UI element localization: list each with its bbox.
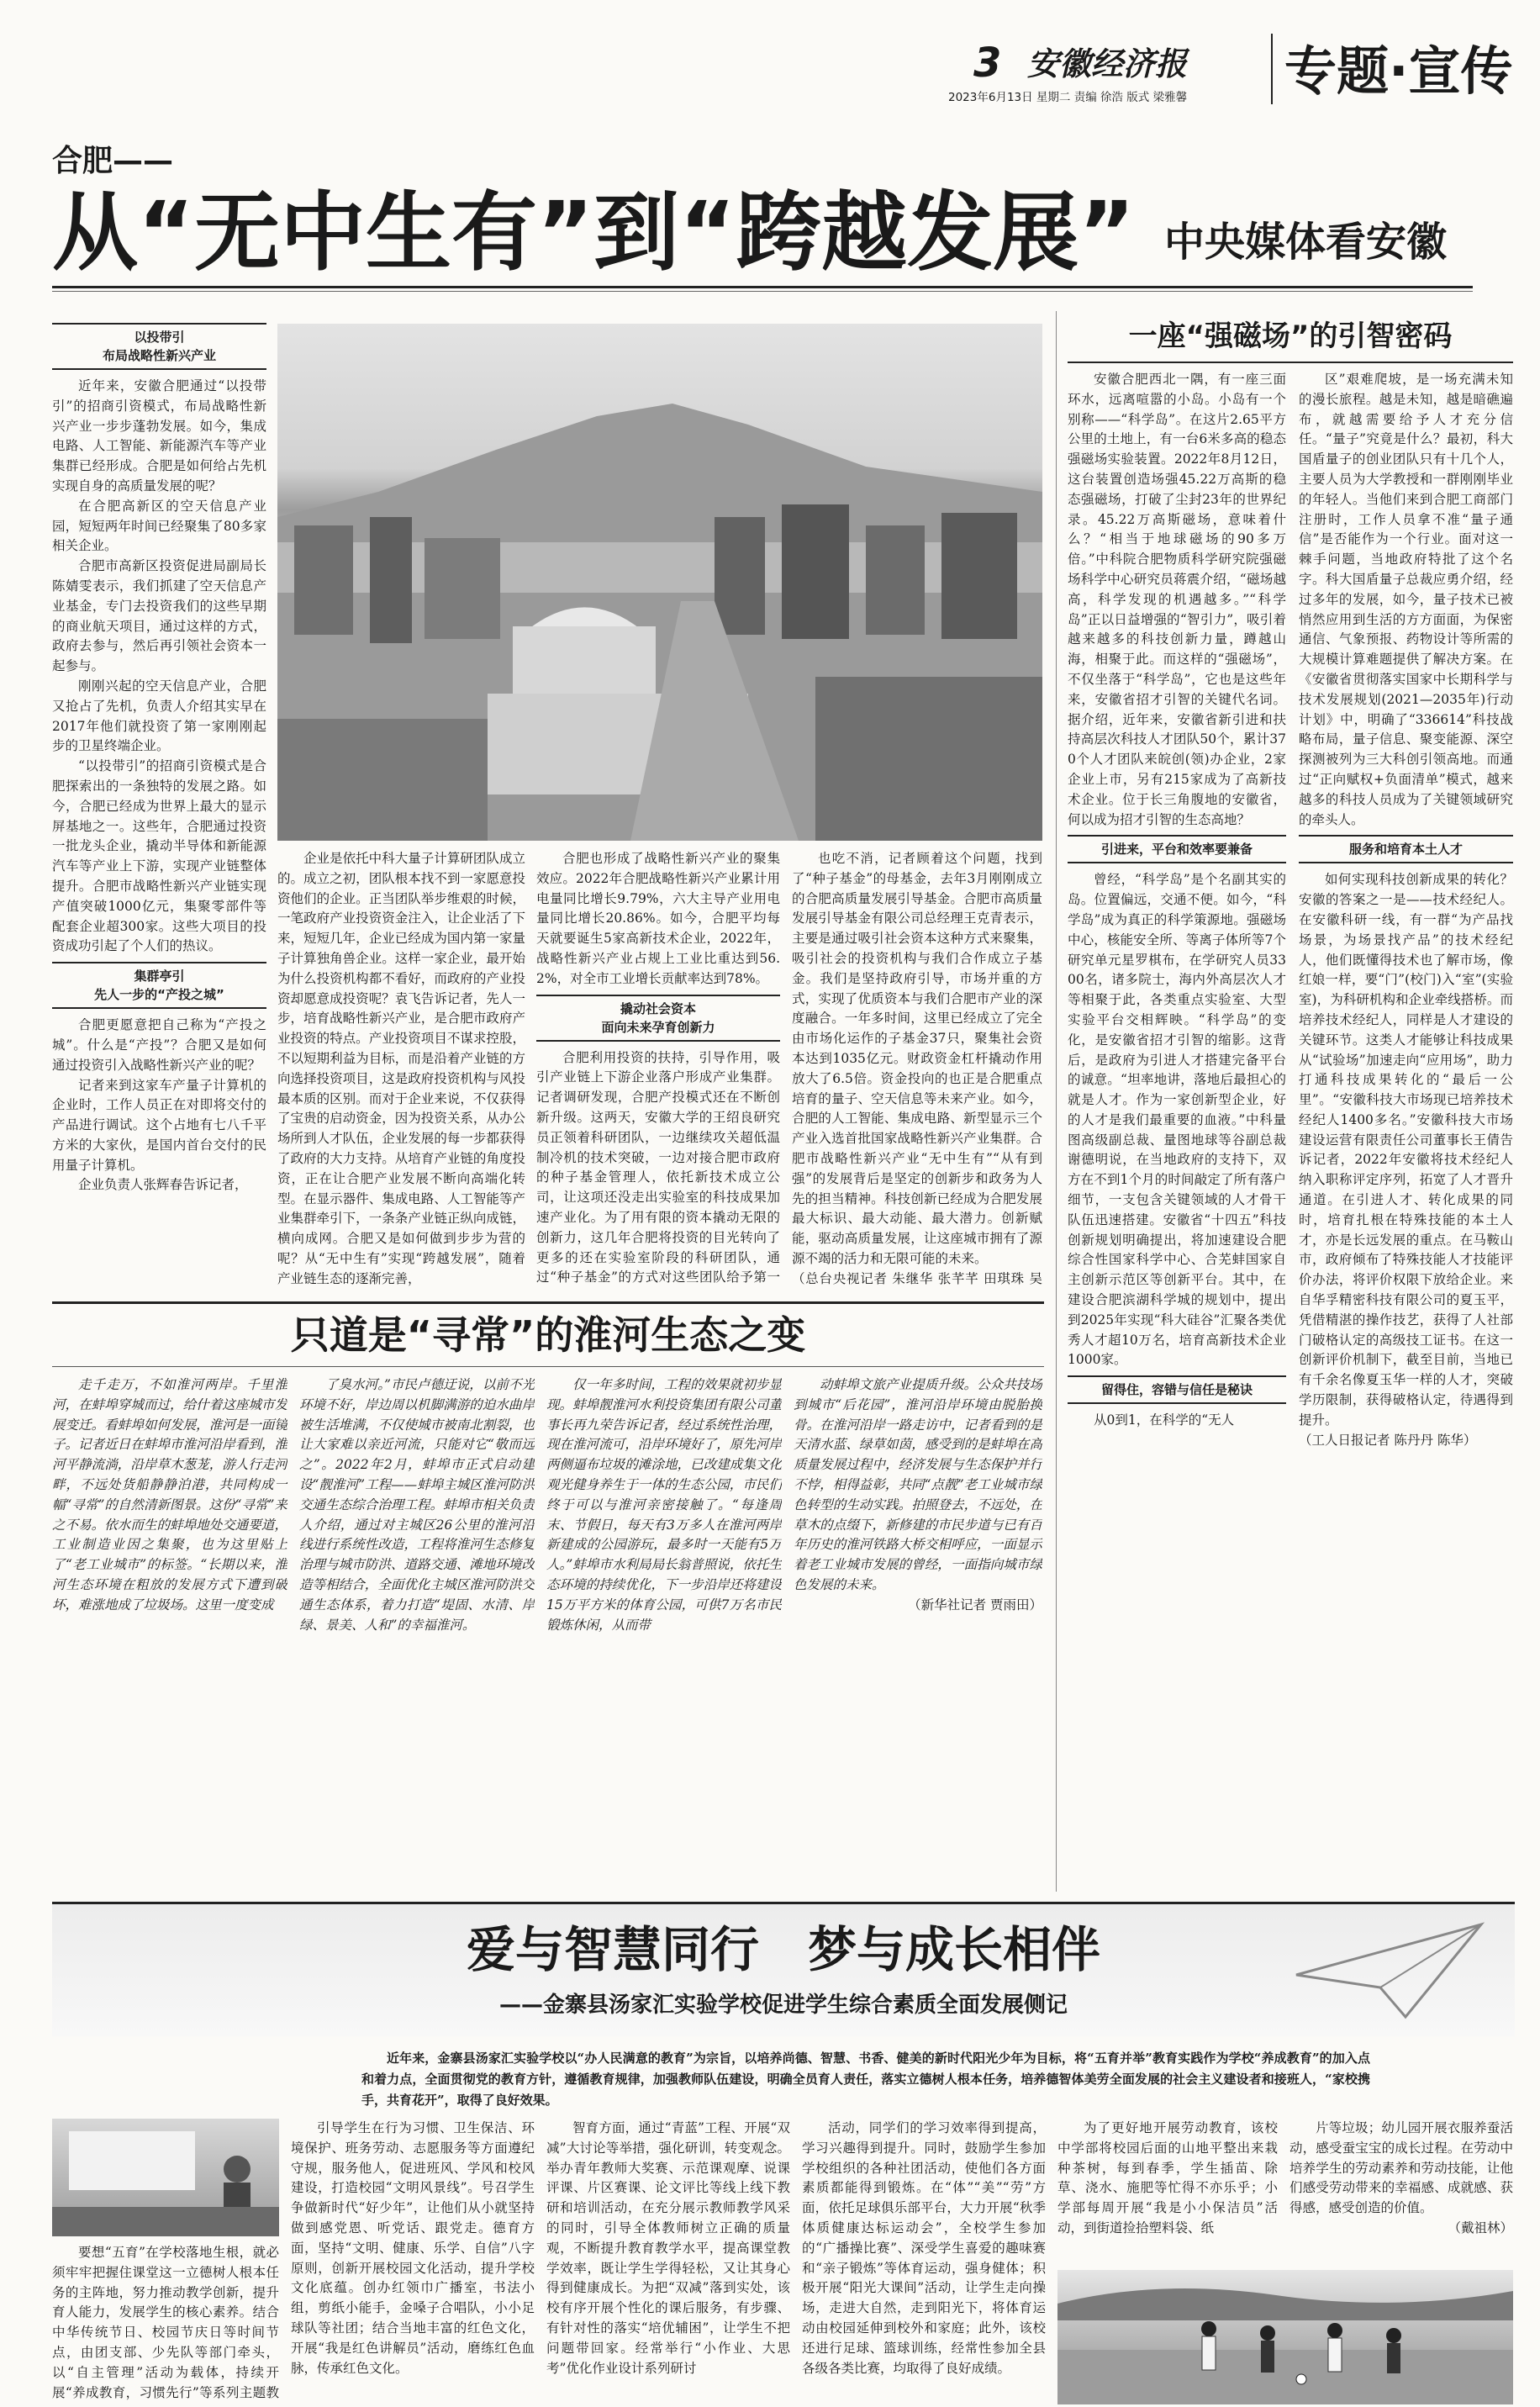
huai-column-4 <box>794 1375 1042 1888</box>
skyline-illustration <box>277 324 1042 841</box>
huai-column-1 <box>52 1375 287 1888</box>
edu-column-6 <box>1289 2119 1513 2262</box>
paragraph: 动蚌埠文旅产业提质升级。公众共技场到城市“后花园”，淮河沿岸环境由脱胎换骨。在淮河沿岸一路走访中，记者看到的是天清水蓝、绿草如茵，感受到的是蚌埠在高质量发展过程中，经济发展与生态保护并行不悖，相得益彰，共同“点靓”老工业城市绿色转型的生动实践。拍照登去，不远处，在草木的点缀下，新修建的市民步道与已有百年历史的淮河铁路大桥交相呼应，一面显示着老工业城市发展的曾经，一面指向城市绿色发展的未来。 <box>794 1377 1042 1592</box>
paragraph: 也吃不消，记者顾着这个问题，找到了“种子基金”的母基金，去年3月刚刚成立的合肥高质量发展引导基金。合肥市高质量发展引导基金有限公司总经理王克青表示，主要是通过吸引社会资本这种方式来聚集，吸引社会的投资机构与我们合作成立子基金。我们是坚持政府引导，市场并重的方式，实现了优质资本与我们合肥市产业的深度融合。一年多时间，这里已经成立了完全由市场化运作的子基金37只，聚集社会资本达到1035亿元。财政资金杠杆撬动作用放大了6.5倍。资金投向的也正是合肥重点培育的量子、空天信息等未来产业。如今，合肥的人工智能、集成电路、新型显示三个产业入选首批国家战略性新兴产业集群。合肥市战略性新兴产业“无中生有”“从有到强”的发展背后是坚定的创新步和政务为人先的担当精神。科技创新已经成为合肥发展最大标识、最大动能、最大潜力。创新赋能，驱动高质量发展，让这座城市拥有了源源不竭的活力和无限可能的未来。 <box>792 851 1042 1266</box>
edu-banner <box>52 1902 1515 2036</box>
edu-column-5 <box>1057 2119 1278 2262</box>
magnet-column-1 <box>1068 370 1286 1883</box>
paragraph: 安徽合肥西北一隅，有一座三面环水，远离喧嚣的小岛。小岛有一个别称——“科学岛”。在这片2.65平方公里的土地上，有一台6米多高的稳态强磁场实验装置。2022年8月12日，这台装置创造场强45.22万高斯的稳态强磁场，打破了尘封23年的世界纪录。45.22万高斯磁场，意味着什么？“相当于地球磁场的90多万倍。”中科院合肥物质科学研究院强磁场科学中心研究员蒋震介绍，“磁场越高，科学发现的机遇越多。”“科学岛”正以日益增强的“智引力”，吸引着越来越多的科技创新力量，蹲越山海，相聚于此。而这样的“强磁场”，不仅坐落于“科学岛”，它也是这些年来，安徽省招才引智的关键代名词。据介绍，近年来，安徽省新引进和扶持高层次科技人才团队50个，累计370个人才团队来皖创(领)办企业，2家企业上市，另有215家成为了高新技术企业。位于长三角腹地的安徽省，何以成为招才引智的生态高地？ <box>1068 372 1286 827</box>
paragraph: “以投带引”的招商引资模式是合肥探索出的一条独特的发展之路。如今，合肥已经成为世界上最大的显示屏基地之一。这些年，合肥通过投资一批龙头企业，撬动半导体和新能源汽车等产业上下游，实现产业链整体提升。合肥市战略性新兴产业链实现产值突破1000亿元，集聚零部件等配套企业超300家。这些大项目的投资成功引起了个人们的热议。 <box>52 758 266 954</box>
masthead <box>925 0 1540 108</box>
paragraph: 引导学生在行为习惯、卫生保洁、环境保护、班务劳动、志愿服务等方面遵纪守规，服务他人，促进班风、学风和校风建设，打造校园“文明风景线”。号召学生争做新时代“好少年”，让他们从小就坚持做到感党恩、听党话、跟党走。德育方面，坚持“文明、健康、乐学、自信”八字原则，创新开展校园文化活动，提升学校文化底蕴。创办红领巾广播室，书法小组，剪纸小能手，金嗓子合唱队，小小足球队等社团；结合当地丰富的红色文化，开展“我是红色讲解员”活动，磨练红色血脉，传承红色文化。 <box>291 2120 535 2376</box>
paragraph: 刚刚兴起的空天信息产业，合肥又抢占了先机，负责人介绍其实早在2017年他们就投资了第一家刚刚起步的卫星终端企业。 <box>52 678 266 754</box>
headline-rule-thin <box>52 291 1473 292</box>
paragraph: 从0到1，在科学的“无人 <box>1094 1412 1235 1428</box>
headline-rule <box>52 286 1473 288</box>
brand-text: 中央媒体看安徽 <box>1164 219 1448 266</box>
paragraph: 区”艰难爬坡，是一场充满未知的漫长旅程。越是未知，越是暗礁遍布，就越需要给予人才充分信任。“量子”究竟是什么？最初，科大国盾量子的创业团队只有十几个人，主要人员为大学教授和一群刚刚毕业的年轻人。当他们来到合肥工商部门注册时，工作人员拿不准“量子通信”是否能作为一个行业。面对这一棘手问题，当地政府特批了这个名字。科大国盾量子总裁应勇介绍，经过多年的发展，如今，量子技术已被悄然应用到生活的方方面面，为保密通信、气象预报、药物设计等所需的大规模计算难题提供了解决方案。在《安徽省贯彻落实国家中长期科学与技术发展规划(2021—2035年)行动计划》中，明确了“336614”科技战略布局，量子信息、聚变能源、深空探测被列为三大科创引领高地。而通过“正向赋权+负面清单”模式，越来越多的科技人员成为了关键领域研究的牵头人。 <box>1299 372 1513 827</box>
byline: （工人日报记者 陈丹丹 陈华） <box>1299 1432 1477 1448</box>
lead-column-3 <box>536 849 780 1286</box>
paragraph: 片等垃圾；幼儿园开展衣服养蚕活动，感受蚕宝宝的成长过程。在劳动中培养学生的劳动素养和劳动技能，让他们感受劳动带来的幸福感、成就感、获得感，感受创造的价值。 <box>1289 2120 1513 2216</box>
edu-title: 爱与智慧同行 梦与成长相伴 <box>466 1921 1100 1978</box>
paragraph: 合肥更愿意把自己称为“产投之城”。什么是“产投”？合肥又是如何通过投资引入战略性新兴产业的呢？ <box>52 1017 266 1073</box>
masthead-divider <box>1271 34 1273 104</box>
byline: （戴祖林） <box>1448 2220 1513 2235</box>
lead-title: 从“无中生有”到“跨越发展” <box>52 183 1136 283</box>
paragraph: 仅一年多时间，工程的效果就初步显现。蚌埠靓淮河水利投资集团有限公司董事长再九荣告诉记者，经过系统性治理，现在淮河流可，沿岸环境好了，原先河岸两侧逼布垃圾的滩涂地，已改建成集文化观光健身养生于一体的生态公园，市民们终于可以与淮河亲密接触了。“每逢周末、节假日，每天有3万多人在淮河两岸新建成的公园游玩，最多时一天能有5万人。”蚌埠市水利局局长翁普照说，依托生态环境的持续优化，下一步沿岸还将建设15万平方米的体育公园，可供7万名市民锻炼休闲，从而带 <box>546 1377 782 1633</box>
paragraph: 在合肥高新区的空天信息产业园，短短两年时间已经聚集了80多家相关企业。 <box>52 498 266 554</box>
lead-column-2 <box>277 849 525 1286</box>
paragraph: 为了更好地开展劳动教育，该校中学部将校园后面的山地平整出来栽种茶树，每到春季，学生插苗、除草、浇水、施肥等忙得不亦乐乎；小学部每周开展“我是小小保洁员”活动，到街道捡拾塑料袋、纸 <box>1057 2120 1278 2235</box>
paragraph: 要想“五育”在学校落地生根，就必须牢牢把握住课堂这一立德树人根本任务的主阵地，努力推动教学创新，提升育人能力，发展学生的核心素养。结合中华传统节日、校园节庆日等时间节点，由团支部、少先队等部门牵头，以“自主管理”活动为载体，持续开展“养成教育，习惯先行”等系列主题教 <box>52 2245 279 2400</box>
subheading-platform: 引进来，平台和效率要兼备 <box>1068 835 1286 863</box>
lead-kicker: 合肥—— <box>52 144 174 178</box>
paragraph: 走千走万，不如淮河两岸。千里淮河，在蚌埠穿城而过，给什着这座城市发展变迁。看蚌埠如何发展，淮河是一面镜子。记者近日在蚌埠市淮河沿岸看到，淮河平静流淌，沿岸草木葱茏，游人行走河畔，不远处货船静静泊港，共同构成一幅“寻常”的自然清新图景。这份“寻常”来之不易。依水而生的蚌埠地处交通要道，工业制造业因之集聚，也为这里贴上了“老工业城市”的标签。“长期以来，淮河生态环境在粗放的发展方式下遭到破坏，难涨地成了垃圾场。这里一度变成 <box>52 1377 287 1613</box>
football-illustration <box>1057 2270 1513 2404</box>
subheading-local-talent: 服务和培育本土人才 <box>1299 835 1513 863</box>
subheading-cluster: 集群亭引 先人一步的“产投之城” <box>52 962 266 1009</box>
paragraph: 如何实现科技创新成果的转化？安徽的答案之一是——技术经纪人。在安徽科研一线，有一群“为产品找场景，为场景找产品”的技术经纪人，他们既懂得技术也了解市场，像红娘一样，要“门”(校门)入“室”(实验室)，为科研机构和企业牵线搭桥。而培养技术经纪人，同样是人才建设的关键环节。这类人才能够让科技成果从“试验场”加速走向“应用场”，助力打通科技成果转化的“最后一公里”。“安徽科技大市场现已培养技术经纪人1400多名。”安徽科技大市场建设运营有限责任公司董事长王倩告诉记者，2022年安徽将技术经纪人纳入职称评定序列，拓宽了人才晋升通道。在引进人才、转化成果的同时，培育扎根在特殊技能的本土人才，亦是长远发展的重点。在马鞍山市，政府倾布了特殊技能人才技能评价办法，将评价权限下放给企业。来自华孚精密科技有限公司的夏玉平，凭借精湛的操作技艺，获得了人社部门破格认定的高级技工证书。在这一创新评价机制下，截至目前，当地已有千余名像夏玉华一样的人才，突破学历限制，获得破格认定，待遇得到提升。 <box>1299 872 1513 1428</box>
byline: （新华社记者 贾雨田） <box>908 1597 1042 1613</box>
vertical-divider <box>1056 311 1057 1892</box>
paragraph: 了臭水河。”市民卢德迂说，以前不光环境不好，岸边周以机脚满游的迫水曲岸被生活堆满，不仅使城市被南北割裂，也让大家难以亲近河流，只能对它“敬而远之”。2022年2月，蚌埠市正式启动建设“靓淮河”工程——蚌埠主城区淮河防洪交通生态综合治理工程。蚌埠市相关负责人介绍，通过对主城区26公里的淮河沿线进行系统性改造，工程将淮河生态修复治理与城市防洪、道路交通、滩地环境改造等相结合，全面优化主城区淮河防洪交通生态体系，着力打造“堤固、水清、岸绿、景美、人和”的幸福淮河。 <box>299 1377 535 1633</box>
lead-column-4 <box>792 849 1042 1286</box>
edu-intro: 近年来，金寨县汤家汇实验学校以“办人民满意的教育”为宗旨，以培养尚德、智慧、书香、健美的新时代阳光少年为目标，将“五育并举”教育实践作为学校“养成教育”的加入点和着力点，全面贯彻党的教育方针，遵循教育规律，加强教师队伍建设，明确全员育人责任，落实立德树人根本任务，培养德智体美劳全面发展的社会主义建设者和接班人，“家校携手，共育花开”，取得了良好效果。 <box>361 2051 1370 2108</box>
magnet-column-2 <box>1299 370 1513 1883</box>
paragraph: 企业是依托中科大量子计算研团队成立的。成立之初，团队根本找不到一家愿意投资他们的企业。正当团队举步维艰的时候，一笔政府产业投资资金注入，让企业活了下来，短短几年，企业已经成为国内第一家量子计算独角兽企业。这样一家企业，最开始为什么投资机构都不看好，而政府的产业投资却愿意成投资呢？袁飞告诉记者，先人一步，培育战略性新兴产业，是合肥市政府产业投资的特点。产业投资项目不谋求控股，不以短期利益为目标，而是沿着产业链的方向选择投资项目，这是政府投资机构与风投最本质的区别。而对于企业来说，不仅获得了宝贵的启动资金，因为投资关系，从办公场所到人才队伍，企业发展的每一步都获得了政府的大力支持。从培育产业链的角度投资，正在让合肥产业发展不断向高端化转型。在显示器件、集成电路、人工智能等产业集群牵引下，一条条产业链正纵向成链，横向成网。合肥又是如何做到步步为营的呢？从“无中生有”实现“跨越发展”，随着产业链生态的逐渐完善， <box>277 851 525 1286</box>
date-line: 2023年6月13日 星期二 责编 徐浩 版式 梁雅馨 <box>948 91 1188 104</box>
edu-column-4 <box>802 2119 1046 2404</box>
section-title: 专题·宣传 <box>1284 40 1513 102</box>
paragraph: 记者来到这家车产量子计算机的企业时，工作人员正在对即将交付的产品进行调试。这个占地有七八千平方米的大家伙，是国内首台交付的民用量子计算机。 <box>52 1077 266 1173</box>
subheading-capital: 撬动社会资本 面向未来孕育创新力 <box>536 995 780 1042</box>
magnet-title: 一座“强磁场”的引智密码 <box>1068 311 1513 363</box>
paper-name: 安徽经济报 <box>1027 45 1188 82</box>
classroom-photo <box>52 2119 279 2236</box>
paragraph: 智育方面，通过“青蓝”工程、开展“双减”大讨论等举措，强化研训，转变观念。举办青年教师大奖赛、示范课观摩、说课评课、片区赛课、论文评比等线上线下教研和培训活动，在充分展示教师教学风采的同时，引导全体教师树立正确的质量观，不断提升教育教学水平，提高课堂教学效率，既让学生学得轻松，又让其身心得到健康成长。为把“双减”落到实处，该校有序开展个性化的课后服务，有步骤、有针对性的落实“培优辅困”，让学生不把问题带回家。经常举行“小作业、大思考”优化作业设计系列研讨 <box>546 2120 790 2376</box>
huai-column-2 <box>299 1375 535 1888</box>
paragraph: 近年来，安徽合肥通过“以投带引”的招商引资模式，布局战略性新兴产业一步步蓬勃发展。如今，集成电路、人工智能、新能源汽车等产业集群已经形成。合肥是如何给占先机实现自身的高质量发展的呢？ <box>52 378 266 494</box>
subheading-trust: 留得住，容错与信任是秘诀 <box>1068 1375 1286 1404</box>
edu-column-1 <box>52 2243 279 2403</box>
paragraph: 合肥也形成了战略性新兴产业的聚集效应。2022年合肥战略性新兴产业累计用电量同比增长9.79%，六大主导产业用电量同比增长20.86%。如今，合肥平均每天就要诞生5家高新技术企业，2022年，战略性新兴产业占规上工业比重达到56.2%，对全市工业增长贡献率达到78%。 <box>536 851 780 986</box>
huai-column-3 <box>546 1375 782 1888</box>
subheading-invest: 以投带引 布局战略性新兴产业 <box>52 323 266 370</box>
huai-title: 只道是“寻常”的淮河生态之变 <box>52 1301 1044 1367</box>
lead-column-1 <box>52 318 266 1285</box>
byline: （总台央视记者 朱继华 张芊芊 田琪珠 吴 <box>792 1270 1042 1286</box>
football-photo <box>1057 2270 1513 2404</box>
classroom-illustration <box>52 2119 279 2236</box>
edu-column-3 <box>546 2119 790 2404</box>
city-skyline-photo <box>277 324 1042 841</box>
paragraph: 合肥市高新区投资促进局副局长陈婧雯表示，我们抓建了空天信息产业基金，专门去投资我们的这些早期的商业航天项目，通过这样的方式，政府去参与，然后再引领社会资本一起参与。 <box>52 558 266 674</box>
edu-column-2 <box>291 2119 535 2404</box>
paragraph: 曾经，“科学岛”是个名副其实的岛。位置偏远，交通不便。如今，“科学岛”成为真正的科学策源地。强磁场中心，核能安全所、等离子体所等7个研究单元星罗棋布，在学研究人员3300名，诸多院士，海内外高层次人才等相聚于此，各类重点实验室、大型实验平台交相辉映。“科学岛”的变化，是安徽省招才引智的缩影。这背后，是政府为引进人才搭建完备平台的诚意。“坦率地讲，落地后最担心的就是人才。作为一家创新型企业，好的人才是我们最重要的血液。”中科量图高级副总裁、量图地球等谷副总裁谢德明说，在当地政府的支持下，双方在不到1个月的时间敲定了所有落户细节，一支包含关键领域的人才骨干队伍迅速搭建。安徽省“十四五”科技创新规划明确提出，将加速建设合肥综合性国家科学中心、合芜蚌国家自主创新示范区等创新平台。其中，在建设合肥滨湖科学城的规划中，提出到2025年实现“科大硅谷”汇聚各类优秀人才超10万名，培育高新技术企业1000家。 <box>1068 872 1286 1368</box>
edu-subtitle: ——金寨县汤家汇实验学校促进学生综合素质全面发展侧记 <box>498 1993 1068 2018</box>
brand-logo <box>1164 210 1517 277</box>
page-number: 3 <box>973 40 1002 87</box>
paragraph: 企业负责人张辉春告诉记者， <box>78 1177 248 1193</box>
paragraph: 活动，同学们的学习效率得到提高，学习兴趣得到提升。同时，鼓励学生参加学校组织的各种社团活动，使他们各方面素质都能得到锻炼。在“体”“美”“劳”方面，依托足球俱乐部平台，大力开展“秋季体质健康达标运动会”，全校学生参加的“广播操比赛”、深受学生喜爱的趣味赛和“亲子锻炼”等体育运动，强身健体；积极开展“阳光大课间”活动，让学生走向操场，走进大自然，走到阳光下，将体育运动由校园延伸到校外和家庭；此外，该校还进行足球、篮球训练，经常性参加全县各级各类比赛，均取得了良好成绩。 <box>802 2120 1046 2376</box>
paragraph: 合肥利用投资的扶持，引导作用，吸引产业链上下游企业落户形成产业集群。记者调研发现，合肥产投模式还在不断创新升级。这两天，安徽大学的王绍良研究员正领着科研团队，一边继续攻关超低温制冷机的技术突破，一边对接合肥市政府的种子基金管理人，依托新技术成立公司，让这项还没走出实验室的科技成果加速产业化。为了用有限的资本撬动无限的创新力，这几年合肥将投资的目光转向了更多的还在实验室阶段的科研团队，通过“种子基金”的方式对这些团队给予第一 <box>536 1049 780 1285</box>
